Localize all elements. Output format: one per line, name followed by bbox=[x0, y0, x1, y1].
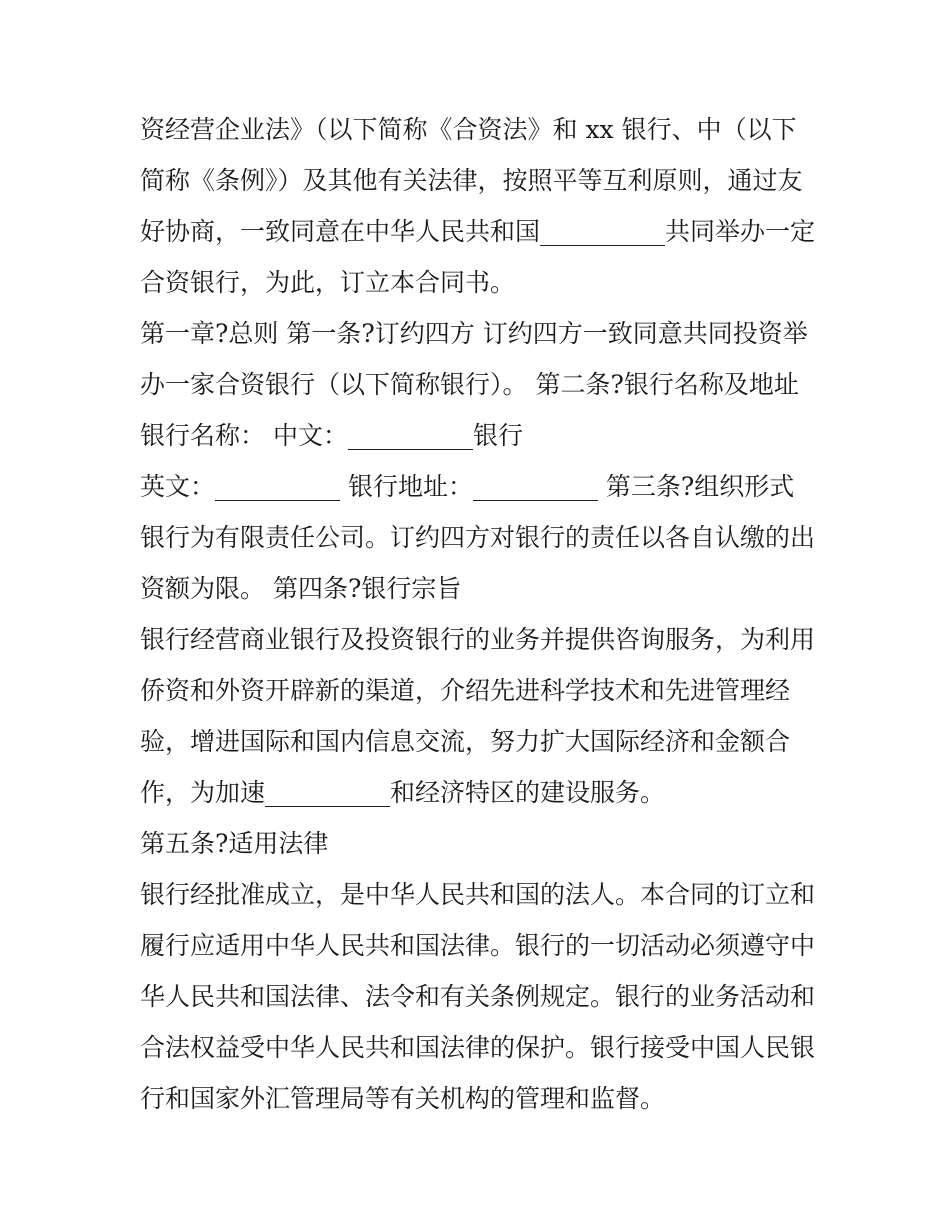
text-line: 验，增进国际和国内信息交流，努力扩大国际经济和金额合 bbox=[140, 727, 791, 756]
text-line: 华人民共和国法律、法令和有关条例规定。银行的业务活动和 bbox=[140, 982, 816, 1011]
text-line: 侨资和外资开辟新的渠道，介绍先进科学技术和先进管理经 bbox=[140, 676, 791, 705]
text-line: 作，为加速__________和经济特区的建设服务。 bbox=[140, 778, 666, 807]
text-line: 第一章?总则 第一条?订约四方 订约四方一致同意共同投资举 bbox=[140, 319, 808, 348]
text-line: 履行应适用中华人民共和国法律。银行的一切活动必须遵守中 bbox=[140, 931, 816, 960]
text-line: 行和国家外汇管理局等有关机构的管理和监督。 bbox=[140, 1084, 666, 1113]
text-line: 银行经批准成立，是中华人民共和国的法人。本合同的订立和 bbox=[140, 880, 816, 909]
text-line: 英文：__________ 银行地址：__________ 第三条?组织形式 bbox=[140, 472, 795, 501]
text-line: 好协商，一致同意在中华人民共和国__________共同举办一定 bbox=[140, 217, 816, 246]
text-line: 办一家合资银行（以下简称银行）。 第二条?银行名称及地址 bbox=[140, 370, 799, 399]
text-line: 第五条?适用法律 bbox=[140, 829, 329, 858]
text-line: 银行经营商业银行及投资银行的业务并提供咨询服务，为利用 bbox=[140, 625, 816, 654]
text-line: 银行名称： 中文：__________银行 bbox=[140, 421, 523, 450]
text-line: 资经营企业法》（以下简称《合资法》和 xx 银行、中（以下 bbox=[140, 115, 797, 144]
text-line: 合资银行，为此，订立本合同书。 bbox=[140, 268, 516, 297]
text-line: 资额为限。 第四条?银行宗旨 bbox=[140, 574, 462, 603]
document-body bbox=[140, 104, 820, 1124]
text-line: 合法权益受中华人民共和国法律的保护。银行接受中国人民银 bbox=[140, 1033, 816, 1062]
text-line: 简称《条例》）及其他有关法律，按照平等互利原则，通过友 bbox=[140, 166, 803, 195]
text-line: 银行为有限责任公司。订约四方对银行的责任以各自认缴的出 bbox=[140, 523, 816, 552]
